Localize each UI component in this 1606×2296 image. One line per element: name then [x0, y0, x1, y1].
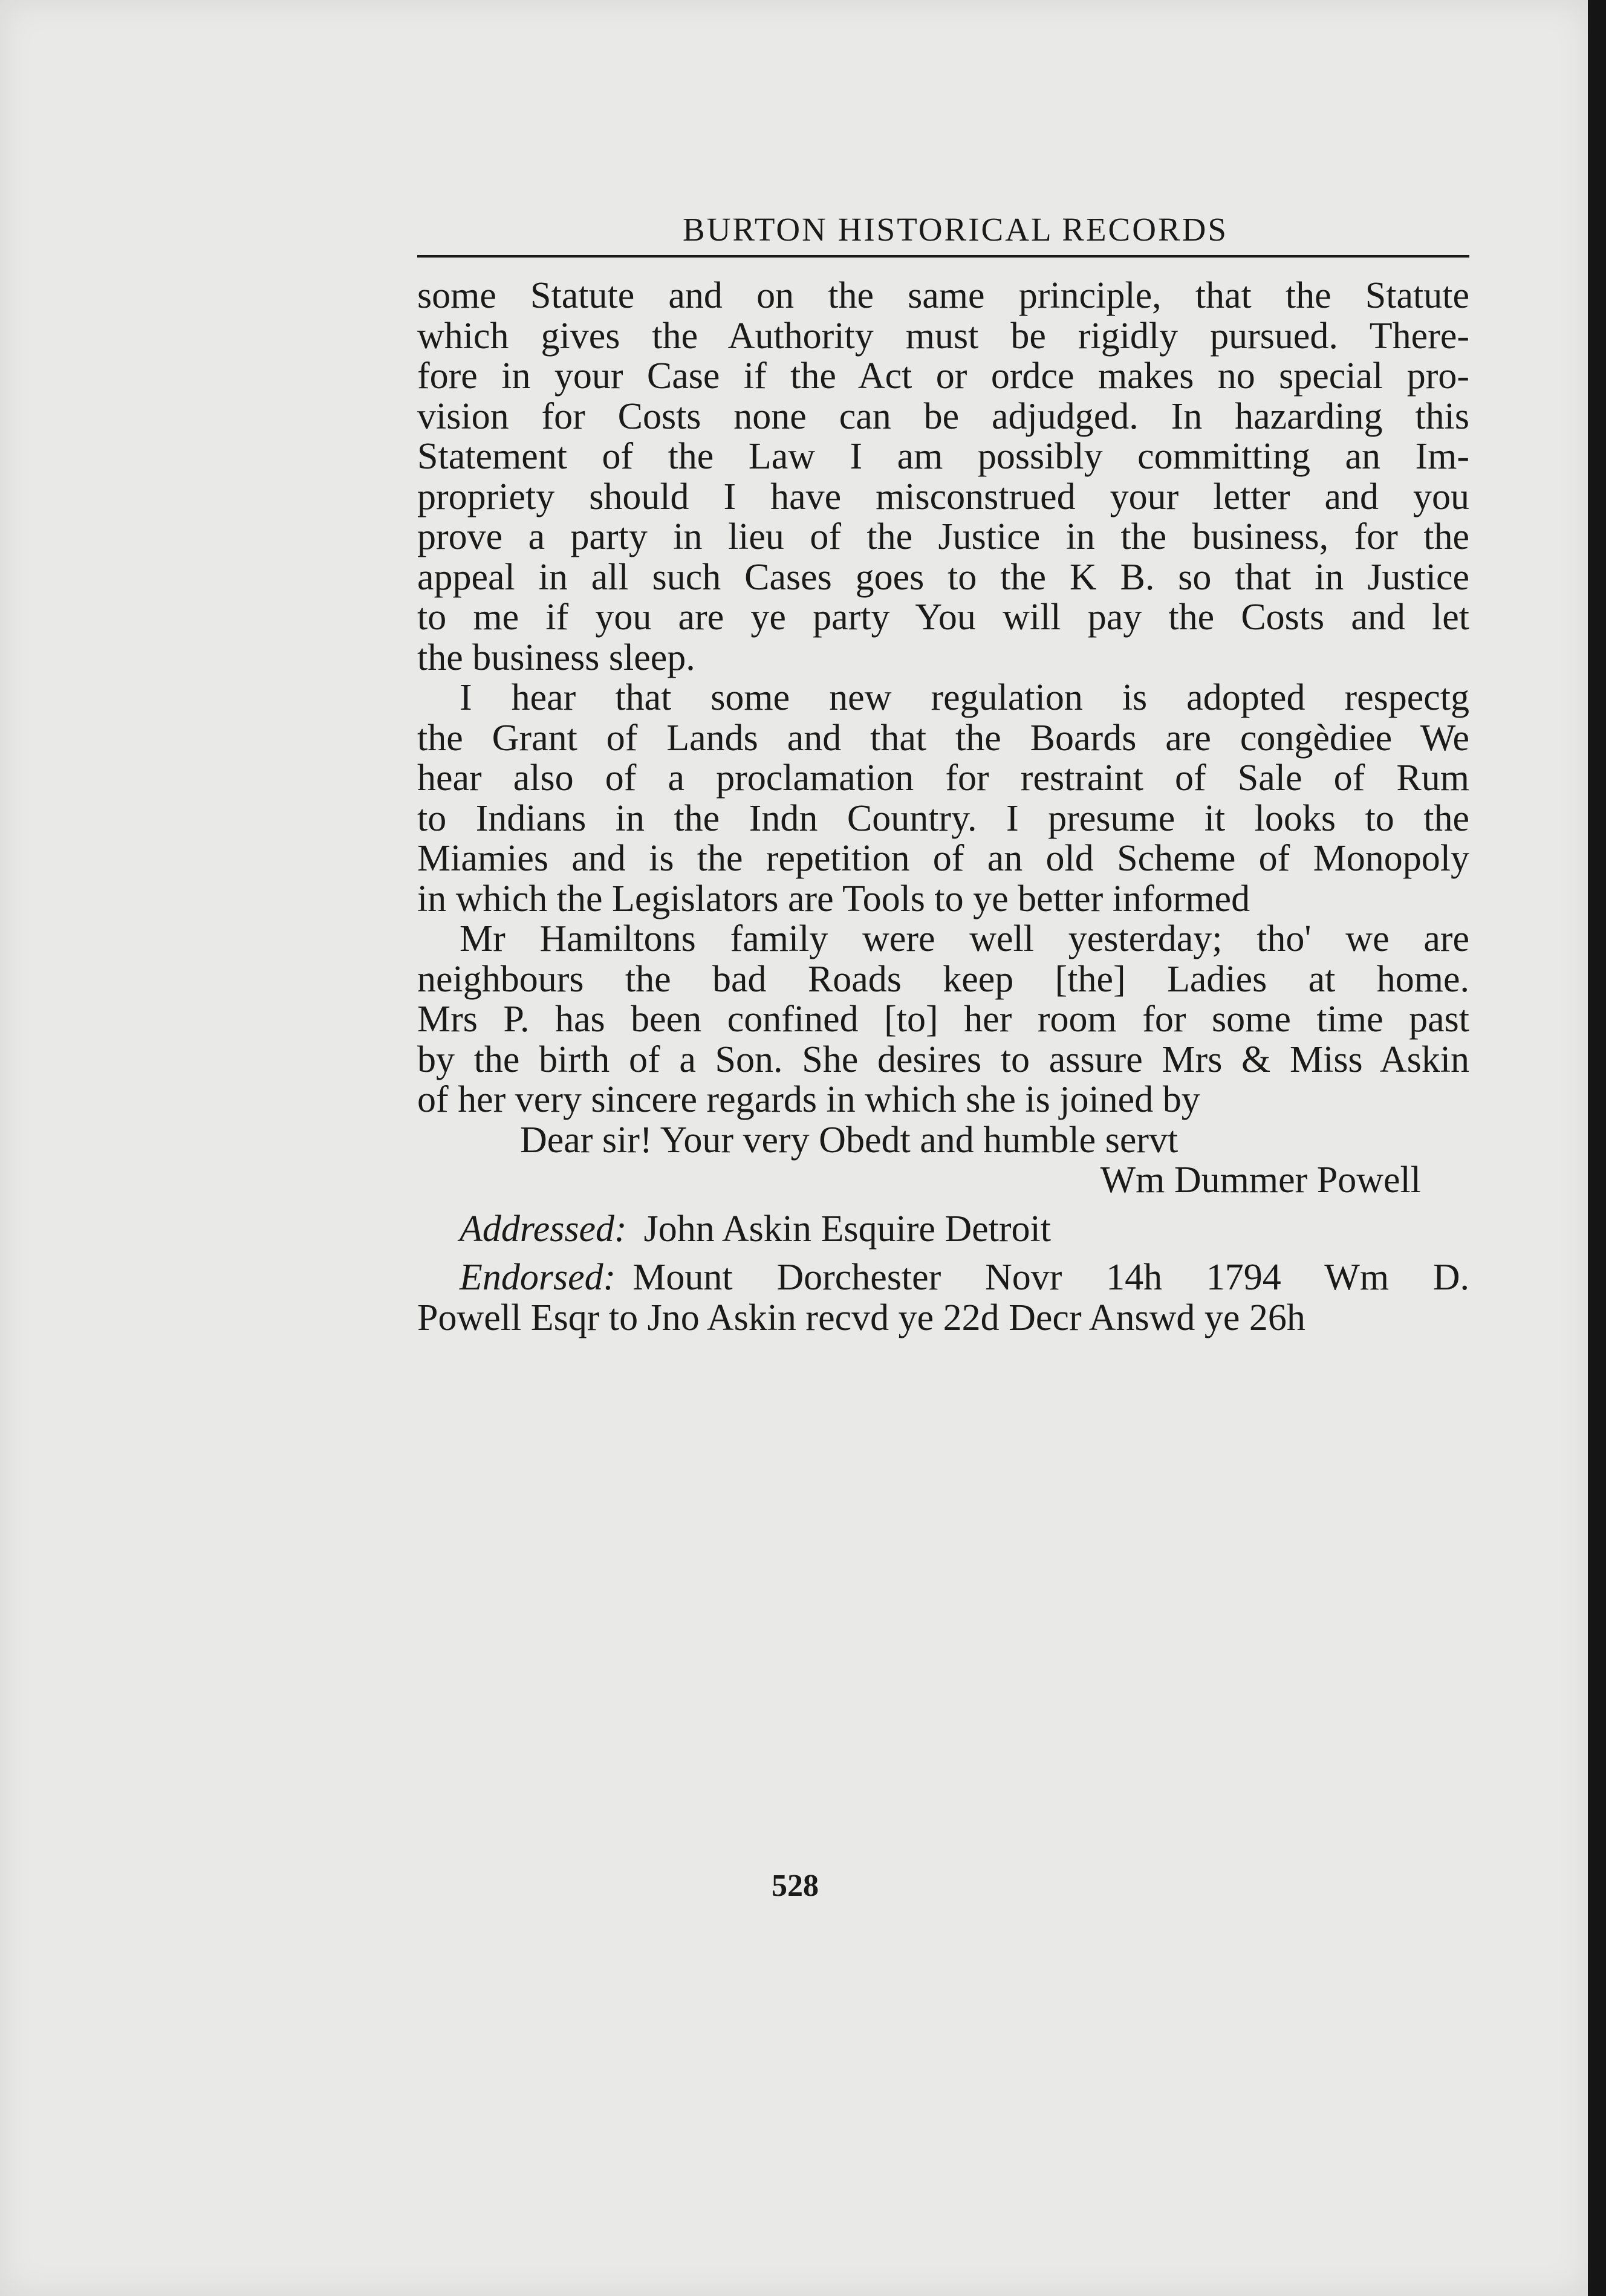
text-line: hear also of a proclamation for restraint of Sale of Rum [417, 757, 1469, 799]
closing-salutation: Dear sir! Your very Obedt and humble servt [520, 1119, 1178, 1161]
endorsed-text-1: Mount Dorchester Novr 14h 1794 Wm D. [632, 1257, 1469, 1298]
spacer [417, 1249, 1469, 1257]
addressed-label: Addressed: [460, 1208, 627, 1250]
spacer [417, 1201, 1469, 1209]
endorsed-line [417, 1257, 1469, 1298]
text-line: propriety should I have misconstrued your letter and you [417, 476, 1469, 517]
text-line: the business sleep. [417, 637, 695, 678]
page-text-block [417, 206, 1469, 1338]
page-number: 528 [772, 1869, 819, 1903]
text-line: Statement of the Law I am possibly committing an Im- [417, 436, 1469, 477]
text-line: prove a party in lieu of the Justice in the business, for the [417, 516, 1469, 557]
text-line: Mrs P. has been confined [to] her room for some time past [417, 999, 1469, 1040]
text-line: some Statute and on the same principle, that the Statute [417, 275, 1469, 316]
text-line: I hear that some new regulation is adopted respectg [460, 677, 1469, 718]
text-line: Mr Hamiltons family were well yesterday; tho' we are [460, 918, 1469, 959]
text-line: Miamies and is the repetition of an old Scheme of Monopoly [417, 838, 1469, 879]
text-line: of her very sincere regards in which she is joined by [417, 1079, 1200, 1120]
text-line: in which the Legislators are Tools to ye better informed [417, 878, 1250, 919]
text-line: which gives the Authority must be rigidly pursued. There- [417, 315, 1469, 357]
text-line: appeal in all such Cases goes to the K B. so that in Justice [417, 556, 1469, 598]
endorsed-label: Endorsed: [460, 1257, 616, 1298]
text-line: to Indians in the Indn Country. I presume it looks to the [417, 797, 1469, 839]
signature-line: Wm Dummer Powell [1100, 1159, 1421, 1201]
text-line: the Grant of Lands and that the Boards are congèdiee We [417, 717, 1469, 759]
text-line: neighbours the bad Roads keep [the] Ladies at home. [417, 958, 1469, 1000]
addressed-text: John Askin Esquire Detroit [643, 1208, 1051, 1250]
header-rule [417, 255, 1469, 258]
text-line: by the birth of a Son. She desires to assure Mrs & Miss Askin [417, 1039, 1469, 1080]
text-line: to me if you are ye party You will pay the Costs and let [417, 597, 1469, 638]
text-line: vision for Costs none can be adjudged. In hazarding this [417, 395, 1469, 437]
running-header: BURTON HISTORICAL RECORDS [683, 211, 1228, 248]
text-line: fore in your Case if the Act or ordce makes no special pro- [417, 355, 1469, 397]
scan-border [1588, 0, 1606, 2296]
addressed-line [417, 1209, 1469, 1250]
endorsed-line-2: Powell Esqr to Jno Askin recvd ye 22d Decr Answd ye 26h [417, 1297, 1305, 1338]
